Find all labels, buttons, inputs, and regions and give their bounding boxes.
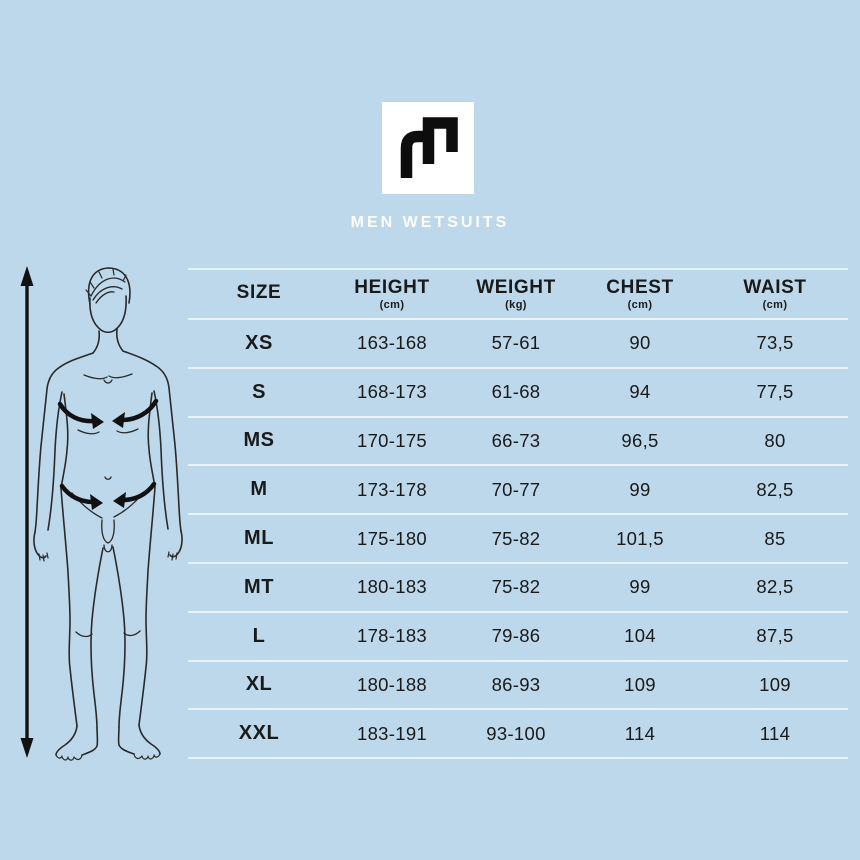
- table-cell: 90: [629, 332, 651, 354]
- column-header-chest: CHEST (cm): [606, 276, 674, 311]
- table-cell: MS: [243, 429, 275, 452]
- table-cell: L: [252, 624, 266, 647]
- table-cell: 109: [759, 673, 791, 695]
- table-cell: 163-168: [357, 332, 427, 354]
- page-title: MEN WETSUITS: [350, 214, 510, 231]
- table-cell: 80: [764, 429, 786, 451]
- table-row: [188, 515, 848, 564]
- table-cell: 173-178: [357, 478, 427, 500]
- table-cell: 93-100: [486, 722, 546, 744]
- table-cell: 61-68: [491, 381, 541, 403]
- table-cell: 96,5: [621, 429, 659, 451]
- table-cell: 180-183: [357, 576, 427, 598]
- table-row: [188, 466, 848, 515]
- table-cell: 79-86: [491, 625, 541, 647]
- table-row: [188, 710, 848, 759]
- table-cell: 99: [629, 576, 651, 598]
- table-cell: 114: [624, 722, 656, 744]
- table-cell: 101,5: [616, 527, 664, 549]
- size-chart-table: [188, 268, 848, 759]
- table-cell: 70-77: [491, 478, 541, 500]
- table-cell: 82,5: [756, 478, 794, 500]
- chest-arrow-icon: [60, 401, 156, 429]
- table-cell: 94: [629, 381, 651, 403]
- table-cell: 168-173: [357, 381, 427, 403]
- table-row: [188, 613, 848, 662]
- table-cell: 57-61: [491, 332, 541, 354]
- table-cell: S: [252, 380, 266, 403]
- table-cell: 86-93: [491, 673, 541, 695]
- table-cell: 66-73: [491, 429, 541, 451]
- table-row: [188, 320, 848, 369]
- table-cell: 109: [624, 673, 656, 695]
- waist-arrow-icon: [62, 484, 154, 510]
- height-arrow-icon: [21, 266, 34, 758]
- table-row: [188, 662, 848, 711]
- m-logo-icon: [382, 102, 474, 194]
- table-cell: M: [250, 478, 268, 501]
- table-cell: 87,5: [756, 625, 794, 647]
- table-cell: 82,5: [756, 576, 794, 598]
- table-cell: 180-188: [357, 673, 427, 695]
- table-cell: 114: [759, 722, 791, 744]
- column-header-weight: WEIGHT (kg): [476, 276, 556, 311]
- table-cell: XS: [245, 331, 273, 354]
- table-row: [188, 564, 848, 613]
- male-figure-outline: [34, 268, 182, 760]
- table-cell: MT: [244, 575, 274, 598]
- table-header-row: [188, 270, 848, 320]
- table-cell: XL: [245, 673, 273, 696]
- body-figure-illustration: [10, 258, 190, 783]
- table-cell: 170-175: [357, 429, 427, 451]
- table-cell: 85: [764, 527, 786, 549]
- table-cell: 178-183: [357, 625, 427, 647]
- table-cell: 77,5: [756, 381, 794, 403]
- column-header-size: SIZE: [236, 282, 282, 303]
- table-cell: 183-191: [357, 722, 427, 744]
- table-cell: 75-82: [491, 576, 541, 598]
- table-cell: 175-180: [357, 527, 427, 549]
- column-header-waist: WAIST (cm): [743, 276, 807, 311]
- column-header-height: HEIGHT (cm): [354, 276, 430, 311]
- table-cell: 73,5: [756, 332, 794, 354]
- table-cell: ML: [244, 527, 274, 550]
- table-cell: XXL: [238, 722, 280, 745]
- table-row: [188, 369, 848, 418]
- table-row: [188, 418, 848, 467]
- table-cell: 75-82: [491, 527, 541, 549]
- table-cell: 104: [624, 625, 656, 647]
- brand-logo: [382, 102, 474, 194]
- table-cell: 99: [629, 478, 651, 500]
